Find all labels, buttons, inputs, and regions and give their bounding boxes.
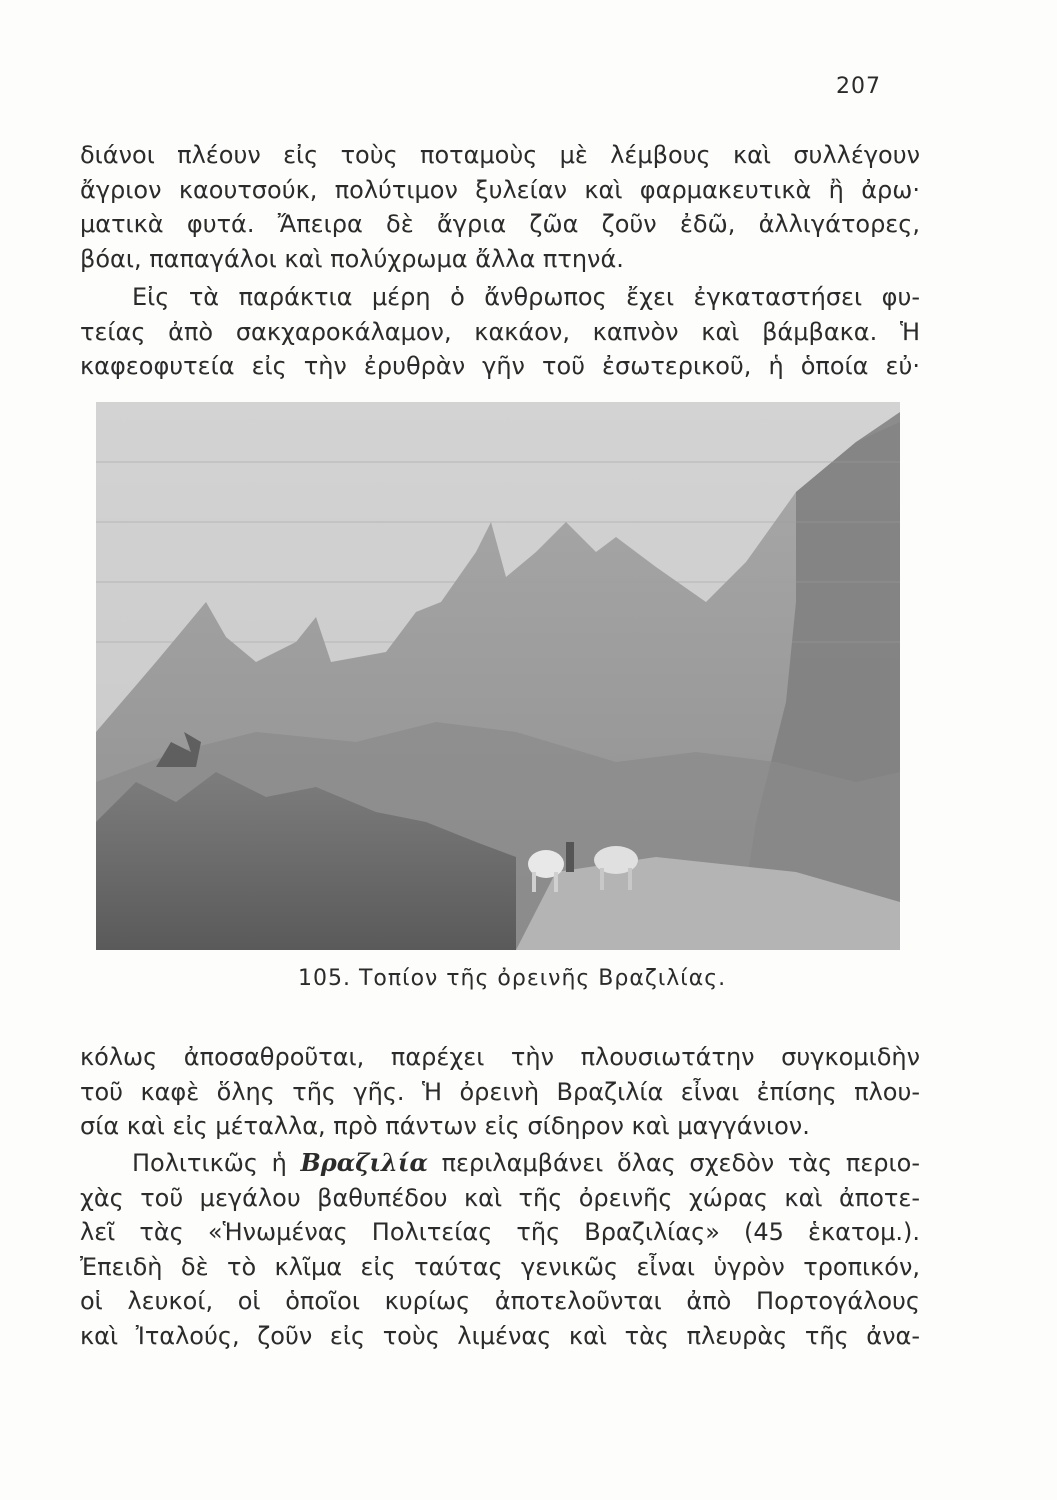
- figure-caption: 105. Τοπίον τῆς ὀρεινῆς Βραζιλίας.: [298, 966, 727, 991]
- text-line: σία καὶ εἰς μέταλλα, πρὸ πάντων εἰς σίδηρον καὶ μαγγάνιον.: [80, 1112, 810, 1140]
- text-line: ἄγριον καουτσούκ, πολύτιμον ξυλείαν καὶ φαρμακευτικὰ ἢ ἀρω·: [80, 175, 920, 204]
- paragraph-fourth: [80, 1146, 920, 1353]
- emphasized-name: Βραζιλία: [300, 1148, 428, 1177]
- mountain-landscape-illustration: [96, 402, 900, 950]
- landscape-photo: [96, 402, 900, 950]
- text-fragment: Πολιτικῶς ἡ: [132, 1149, 301, 1177]
- text-line: Ἐπειδὴ δὲ τὸ κλῖμα εἰς ταύτας γενικῶς εἶναι ὑγρὸν τροπικόν,: [80, 1252, 920, 1281]
- text-line: κόλως ἀποσαθροῦται, παρέχει τὴν πλουσιωτάτην συγκομιδὴν: [80, 1043, 920, 1071]
- text-line: τοῦ καφὲ ὅλης τῆς γῆς. Ἡ ὀρεινὴ Βραζιλία εἶναι ἐπίσης πλου-: [80, 1077, 920, 1106]
- text-line: καφεοφυτεία εἰς τὴν ἐρυθρὰν γῆν τοῦ ἐσωτερικοῦ, ἡ ὁποία εὐ·: [80, 352, 920, 380]
- paragraph-third: [80, 1040, 920, 1144]
- text-line: οἱ λευκοί, οἱ ὁποῖοι κυρίως ἀποτελοῦνται ἀπὸ Πορτογάλους: [80, 1287, 920, 1315]
- text-line: βόαι, παπαγάλοι καὶ πολύχρωμα ἄλλα πτηνά.: [80, 244, 624, 273]
- text-line: τείας ἀπὸ σακχαροκάλαμον, κακάον, καπνὸν καὶ βάμβακα. Ἡ: [80, 317, 920, 346]
- text-line: χὰς τοῦ μεγάλου βαθυπέδου καὶ τῆς ὀρεινῆς χώρας καὶ ἀποτε-: [80, 1183, 920, 1212]
- paragraph-top: [80, 138, 920, 276]
- text-fragment: περιλαμβάνει ὅλας σχεδὸν τὰς περιο-: [427, 1149, 921, 1177]
- paragraph-second: [80, 280, 920, 384]
- page-number: 207: [836, 74, 881, 99]
- text-line: διάνοι πλέουν εἰς τοὺς ποταμοὺς μὲ λέμβους καὶ συλλέγουν: [80, 141, 920, 169]
- text-line: Εἰς τὰ παράκτια μέρη ὁ ἄνθρωπος ἔχει ἐγκαταστήσει φυ-: [132, 283, 920, 311]
- text-line: καὶ Ἰταλούς, ζοῦν εἰς τοὺς λιμένας καὶ τὰς πλευρὰς τῆς ἀνα-: [80, 1321, 920, 1350]
- text-line: ματικὰ φυτά. Ἄπειρα δὲ ἄγρια ζῶα ζοῦν ἐδῶ, ἀλλιγάτορες,: [80, 210, 920, 238]
- text-line: λεῖ τὰς «Ἡνωμένας Πολιτείας τῆς Βραζιλίας» (45 ἑκατομ.).: [80, 1218, 920, 1246]
- text-line: [80, 1146, 920, 1181]
